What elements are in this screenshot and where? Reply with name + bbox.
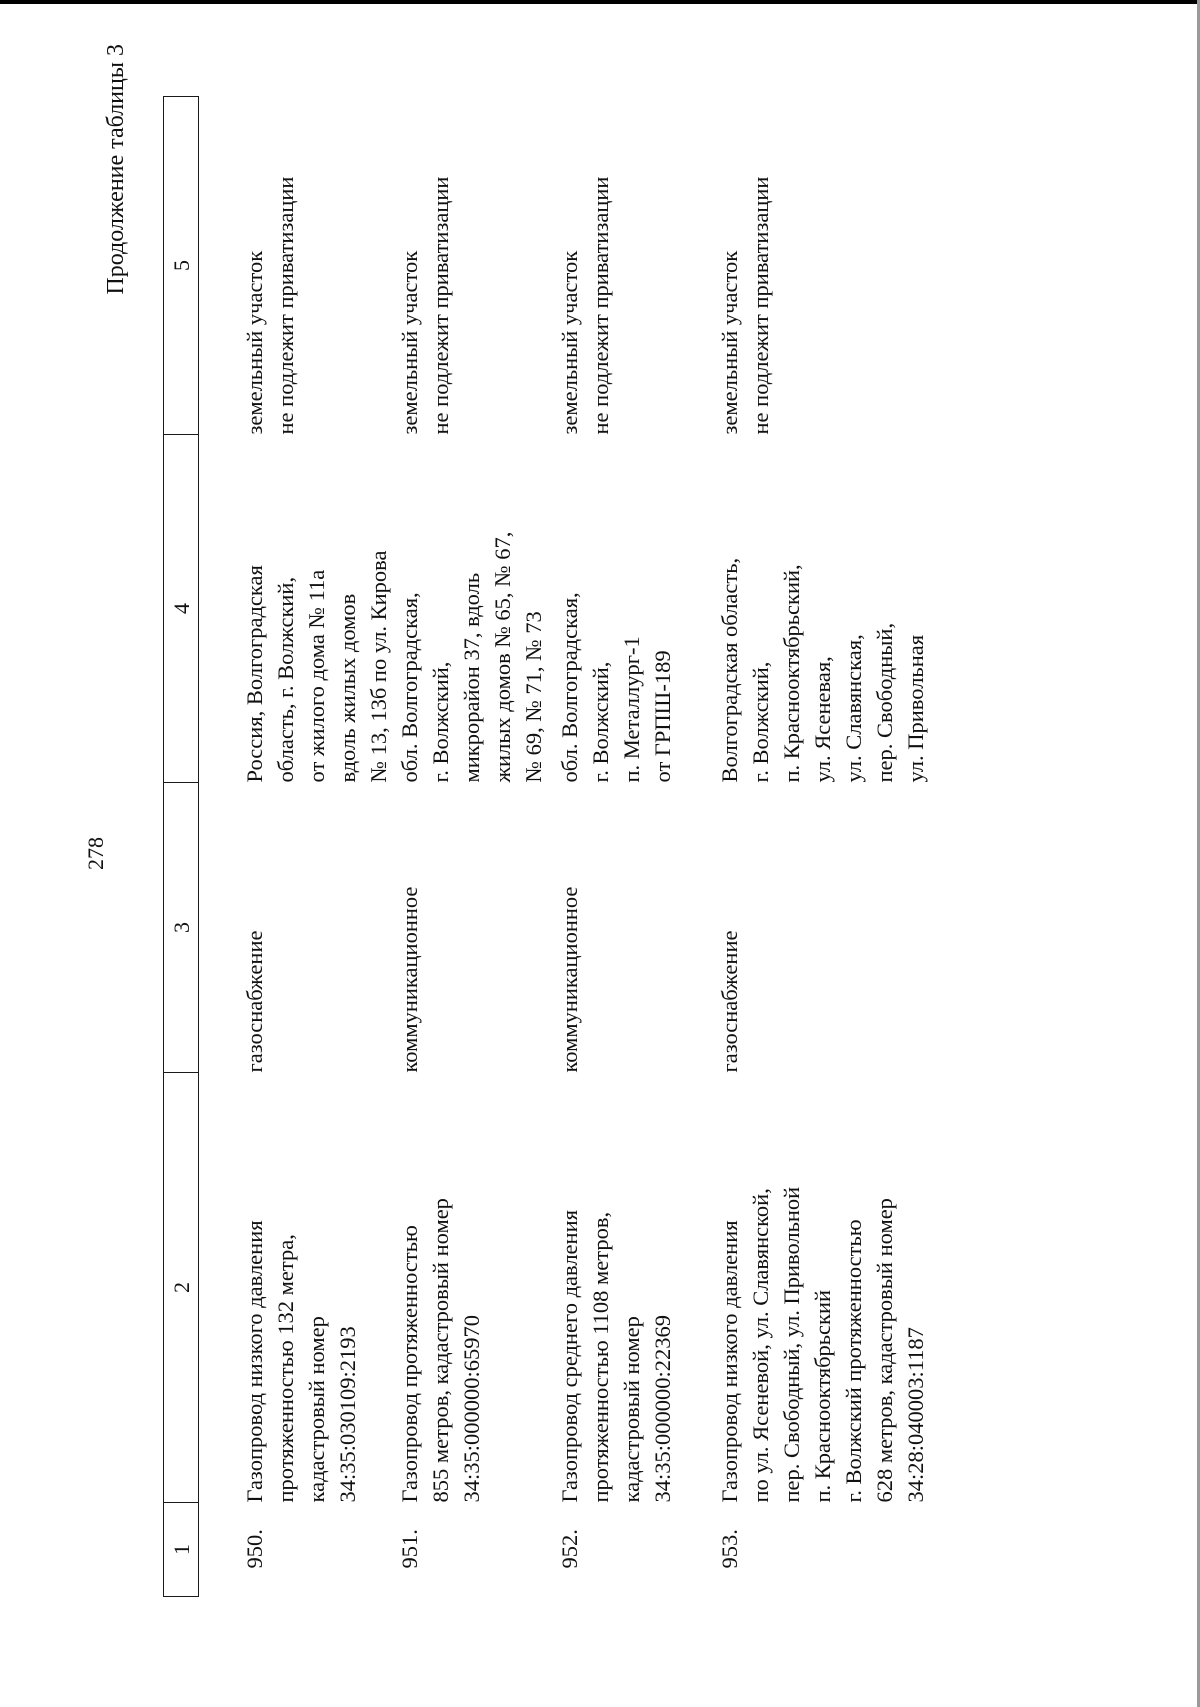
table-row: [199, 97, 395, 1597]
object-name-line: кадастровый номер: [619, 1316, 644, 1503]
location-line: обл. Волгоградская,: [557, 592, 582, 783]
object-name-cell: [714, 1073, 931, 1503]
location-line: г. Волжский,: [588, 661, 613, 783]
property-table: [163, 96, 931, 1597]
location-line: г. Волжский,: [428, 661, 453, 783]
location-line: микрорайон 37, вдоль: [459, 572, 484, 783]
location-line: п. Металлург-1: [619, 636, 644, 783]
note-line: не подлежит приватизации: [273, 176, 298, 435]
table-row: [714, 97, 931, 1597]
purpose-line: газоснабжение: [717, 930, 742, 1073]
location-line: ул. Славянская,: [841, 634, 866, 783]
column-number-2: 2: [164, 1073, 199, 1503]
page-number: 278: [83, 837, 108, 870]
location-line: п. Краснооктябрьский,: [779, 564, 804, 783]
location-cell: [199, 435, 395, 783]
table-row: [554, 97, 714, 1597]
location-line: пер. Свободный,: [872, 622, 897, 783]
object-name-line: Газопровод среднего давления: [557, 1210, 582, 1503]
note-cell: [199, 97, 395, 435]
object-name-line: 34:35:000000:65970: [459, 1314, 484, 1503]
column-number-4: 4: [164, 435, 199, 783]
object-name-cell: [199, 1073, 395, 1503]
row-number: 952.: [557, 1529, 582, 1569]
column-number-3: 3: [164, 783, 199, 1073]
location-line: ул. Привольная: [903, 634, 928, 783]
table-continuation-caption: Продолжение таблицы 3: [103, 44, 129, 295]
object-name-line: 34:35:030109:2193: [335, 1326, 360, 1503]
location-line: № 13, 13б по ул. Кирова: [366, 550, 391, 783]
location-line: от жилого дома № 11а: [304, 569, 329, 783]
note-cell: [394, 97, 554, 435]
location-line: г. Волжский,: [748, 661, 773, 783]
note-line: не подлежит приватизации: [748, 176, 773, 435]
purpose-cell: [714, 783, 931, 1073]
purpose-cell: [394, 783, 554, 1073]
note-line: земельный участок: [557, 250, 582, 435]
object-name-line: Газопровод протяженностью: [397, 1225, 422, 1503]
object-name-line: п. Краснооктябрьский: [810, 1289, 835, 1503]
column-number-1: 1: [164, 1503, 199, 1597]
object-name-line: пер. Свободный, ул. Привольной: [779, 1186, 804, 1503]
location-cell: [394, 435, 554, 783]
location-line: Россия, Волгоградская: [242, 565, 267, 783]
note-line: не подлежит приватизации: [428, 176, 453, 435]
location-line: область, г. Волжский,: [273, 576, 298, 783]
object-name-line: Газопровод низкого давления: [717, 1220, 742, 1503]
location-line: жилых домов № 65, № 67,: [490, 531, 515, 783]
note-line: земельный участок: [397, 250, 422, 435]
purpose-line: коммуникационное: [397, 886, 422, 1073]
location-line: от ГРПШ-189: [650, 650, 675, 783]
note-line: не подлежит приватизации: [588, 176, 613, 435]
note-line: земельный участок: [242, 250, 267, 435]
note-line: земельный участок: [717, 250, 742, 435]
location-line: вдоль жилых домов: [335, 593, 360, 783]
location-line: № 69, № 71, № 73: [521, 611, 546, 783]
object-name-cell: [394, 1073, 554, 1503]
note-cell: [714, 97, 931, 435]
location-cell: [554, 435, 714, 783]
object-name-line: по ул. Ясеневой, ул. Славянской,: [748, 1188, 773, 1503]
object-name-line: г. Волжский протяженностью: [841, 1219, 866, 1503]
note-cell: [554, 97, 714, 435]
location-line: ул. Ясеневая,: [810, 656, 835, 783]
location-line: Волгоградская область,: [717, 557, 742, 783]
column-number-row: [164, 97, 199, 1597]
object-name-line: кадастровый номер: [304, 1316, 329, 1503]
location-cell: [714, 435, 931, 783]
purpose-line: коммуникационное: [557, 886, 582, 1073]
object-name-line: 34:35:000000:22369: [650, 1314, 675, 1503]
row-number: 951.: [397, 1529, 422, 1569]
column-number-5: 5: [164, 97, 199, 435]
table-row: [394, 97, 554, 1597]
location-line: обл. Волгоградская,: [397, 592, 422, 783]
row-number: 953.: [717, 1529, 742, 1569]
row-number: 950.: [242, 1529, 267, 1569]
purpose-line: газоснабжение: [242, 930, 267, 1073]
object-name-line: Газопровод низкого давления: [242, 1220, 267, 1503]
object-name-line: протяженностью 132 метра,: [273, 1234, 298, 1503]
purpose-cell: [554, 783, 714, 1073]
object-name-line: 628 метров, кадастровый номер: [872, 1198, 897, 1503]
object-name-line: 34:28:040003:1187: [903, 1327, 928, 1503]
object-name-line: протяженностью 1108 метров,: [588, 1211, 613, 1503]
object-name-line: 855 метров, кадастровый номер: [428, 1198, 453, 1503]
purpose-cell: [199, 783, 395, 1073]
object-name-cell: [554, 1073, 714, 1503]
